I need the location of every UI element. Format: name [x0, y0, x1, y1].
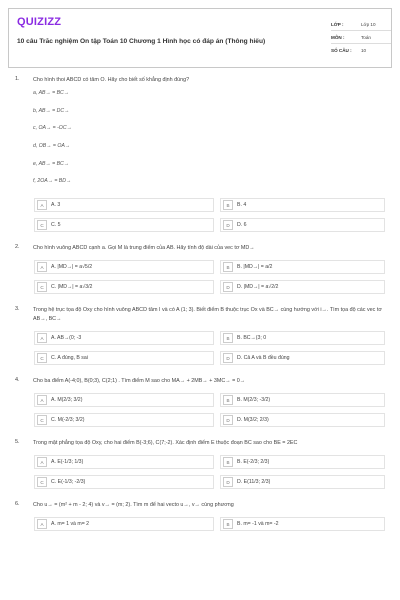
option-text: B. M(2/3; -3/2): [237, 397, 271, 404]
question-5: [8, 439, 392, 489]
option-text: B. E(-2/3; 2/3): [237, 459, 270, 466]
option-d[interactable]: [220, 280, 385, 294]
option-text: D. |MD→| = a√2/2: [237, 284, 279, 291]
option-letter: C: [37, 415, 47, 425]
question-3: [8, 306, 392, 365]
option-a[interactable]: [34, 393, 214, 407]
statement: a, AB→ = BC→: [33, 90, 69, 96]
question-4: [8, 377, 392, 427]
option-text: A. E(-1/3; 1/3): [51, 459, 84, 466]
option-text: A. 3: [51, 202, 61, 209]
question-number: 3.: [15, 306, 20, 313]
meta-value: Toán: [361, 34, 371, 40]
option-letter: A: [37, 262, 47, 272]
option-letter: C: [37, 477, 47, 487]
option-letter: A: [37, 333, 47, 343]
option-c[interactable]: [34, 218, 214, 232]
option-letter: C: [37, 353, 47, 363]
option-letter: D: [223, 220, 233, 230]
option-letter: D: [223, 353, 233, 363]
answer-options: [34, 198, 392, 232]
option-b[interactable]: [220, 517, 385, 531]
option-text: B. |MD→| = a/2: [237, 264, 273, 271]
meta-row-class: [331, 18, 391, 31]
question-1: [8, 76, 392, 232]
option-a[interactable]: [34, 260, 214, 274]
option-text: C. 5: [51, 222, 61, 229]
question-number: 6.: [15, 501, 20, 508]
option-a[interactable]: [34, 517, 214, 531]
question-text: Cho ba điểm A(-4;0), B(0;3), C(2;1) . Tìm điểm M sao cho MA→ + 2MB→ + 3MC→ = 0→: [33, 378, 246, 385]
meta-label: MÔN :: [331, 34, 345, 40]
meta-label: SỐ CÂU :: [331, 48, 352, 53]
worksheet-header: [8, 8, 392, 68]
option-a[interactable]: [34, 455, 214, 469]
option-text: C. M(-2/3; 3/2): [51, 417, 85, 424]
option-c[interactable]: [34, 475, 214, 489]
option-text: A. |MD→| = a√5/2: [51, 264, 93, 271]
option-letter: B: [223, 519, 233, 529]
statement: e, AB→ = BC→: [33, 160, 69, 167]
question-text: Trong hệ trục tọa độ Oxy cho hình vuông ABCD tâm I và có A (1; 3). Biết điểm B thuộc trục Ox và BC→ cùng hướng với i→. Tìm tọa độ các vec tơ AB→, BC→: [33, 307, 382, 323]
option-letter: A: [37, 200, 47, 210]
question-number: 5.: [15, 439, 20, 446]
option-letter: C: [37, 282, 47, 292]
option-text: D. M(3/2; 2/3): [237, 417, 269, 424]
statement: b, AB→ = DC→: [33, 107, 70, 114]
option-letter: A: [37, 519, 47, 529]
answer-options: [34, 455, 392, 489]
option-d[interactable]: [220, 351, 385, 365]
option-b[interactable]: [220, 260, 385, 274]
option-a[interactable]: [34, 198, 214, 212]
option-letter: D: [223, 415, 233, 425]
option-letter: B: [223, 333, 233, 343]
question-text: Cho hình vuông ABCD cạnh a. Gọi M là trung điểm của AB. Hãy tính độ dài của vec tơ MD→: [33, 245, 255, 252]
quizizz-logo: QUIZIZZ: [17, 16, 62, 28]
answer-options: [34, 517, 392, 531]
question-list: [8, 76, 392, 531]
answer-options: [34, 331, 392, 365]
option-text: D. E(11/3; 2/3): [237, 479, 271, 486]
option-text: A. M(2/3; 3/2): [51, 397, 83, 404]
option-c[interactable]: [34, 351, 214, 365]
option-c[interactable]: [34, 280, 214, 294]
question-number: 2.: [15, 244, 20, 251]
statement: c, OA→ = -OC→: [33, 125, 72, 132]
option-letter: B: [223, 395, 233, 405]
meta-row-count: [331, 44, 391, 57]
answer-options: [34, 393, 392, 427]
question-text: Cho u→ = (m² + m - 2; 4) và v→ = (m; 2). Tìm m để hai vecto u→, v→ cùng phương: [33, 502, 234, 509]
option-letter: B: [223, 200, 233, 210]
answer-options: [34, 260, 392, 294]
option-text: B. BC→(3; 0: [237, 335, 267, 342]
option-text: B. 4: [237, 202, 247, 209]
statement: f, 2OA→ = BD→: [33, 178, 72, 185]
option-b[interactable]: [220, 331, 385, 345]
question-6: [8, 501, 392, 531]
option-letter: B: [223, 457, 233, 467]
option-text: A. AB→(0; -3: [51, 335, 82, 342]
meta-table: [331, 18, 391, 57]
option-letter: B: [223, 262, 233, 272]
option-letter: A: [37, 457, 47, 467]
option-text: B. m= -1 và m= -2: [237, 521, 279, 528]
option-text: A. m= 1 và m= 2: [51, 521, 90, 528]
option-letter: A: [37, 395, 47, 405]
question-number: 1.: [15, 76, 20, 82]
meta-value: 10: [361, 48, 367, 53]
page-title: 10 câu Trắc nghiệm Ôn tập Toán 10 Chương 1 Hình học có đáp án (Thông hiểu): [17, 38, 266, 45]
question-text: Cho hình thoi ABCD có tâm O. Hãy cho biết số khẳng định đúng?: [33, 77, 190, 83]
question-2: [8, 244, 392, 294]
option-d[interactable]: [220, 218, 385, 232]
option-text: D. Cả A và B đều đúng: [237, 355, 290, 362]
option-text: D. 6: [237, 222, 247, 229]
option-text: C. |MD→| = a√3/2: [51, 284, 93, 291]
option-d[interactable]: [220, 413, 385, 427]
option-letter: D: [223, 477, 233, 487]
statement: d, OB→ = OA→: [33, 143, 71, 150]
option-b[interactable]: [220, 198, 385, 212]
option-b[interactable]: [220, 455, 385, 469]
question-number: 4.: [15, 377, 20, 384]
option-letter: D: [223, 282, 233, 292]
option-text: C. E(-1/3; -2/3): [51, 479, 86, 486]
option-d[interactable]: [220, 475, 385, 489]
meta-label: LỚP :: [331, 21, 344, 27]
option-c[interactable]: [34, 413, 214, 427]
meta-value: Lớp 10: [361, 21, 376, 27]
meta-row-subject: [331, 31, 391, 44]
option-a[interactable]: [34, 331, 214, 345]
option-text: C. A đúng, B sai: [51, 355, 88, 362]
option-letter: C: [37, 220, 47, 230]
question-text: Trong mặt phẳng tọa độ Oxy, cho hai điểm B(-3;6), C(7;-2). Xác định điểm E thuộc đoạn BC sao cho BE = 2EC: [33, 440, 298, 447]
option-b[interactable]: [220, 393, 385, 407]
